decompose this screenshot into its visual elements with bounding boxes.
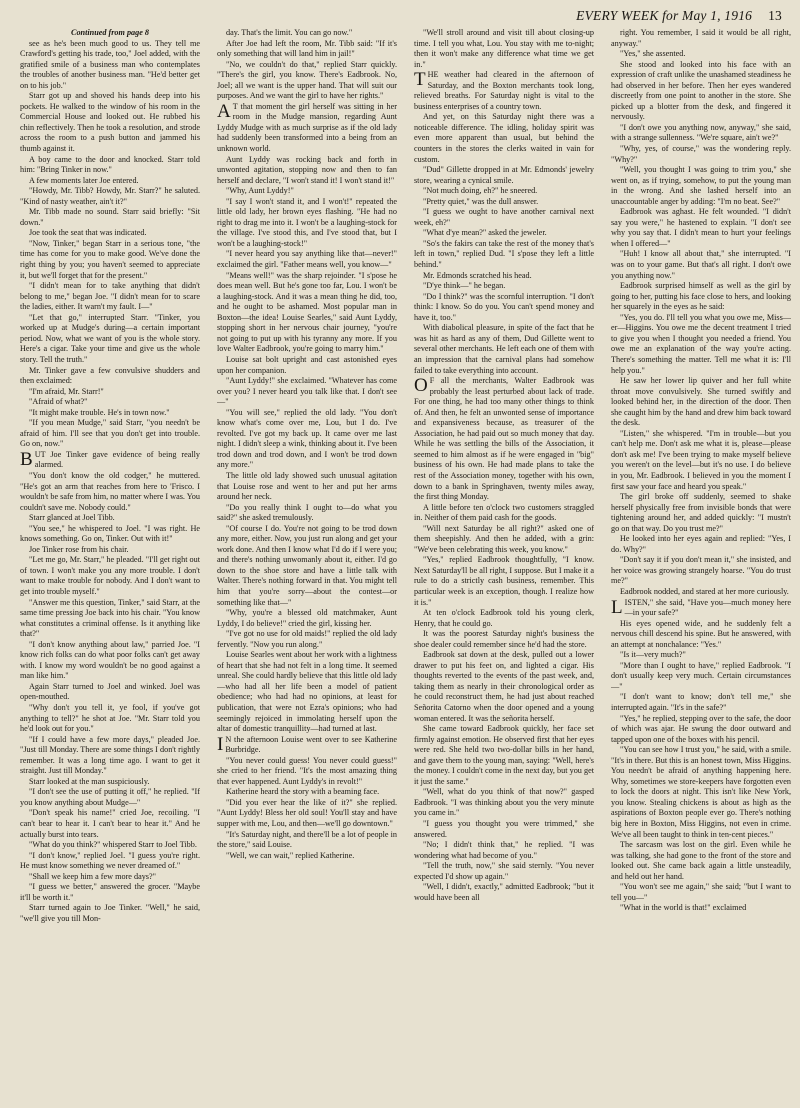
paragraph: right. You remember, I said it would be all right, anyway." xyxy=(611,28,791,48)
paragraph: "Why don't you tell it, ye fool, if you've got anything to tell?" he shot at Joe. "Mr. Starr told you he'd look out for you." xyxy=(20,703,200,734)
paragraph: "Do I think?" was the scornful interruption. "I don't think: I know. So do you. You can't spend money and have it, too." xyxy=(414,291,594,322)
paragraph: Joe took the seat that was indicated. xyxy=(29,228,147,238)
paragraph: "Let me go, Mr. Starr," he pleaded. "I'll get right out of town. I won't make you any more trouble. I don't want to make trouble for nobody. And I don't want to get into trouble myself." xyxy=(20,555,200,596)
page-header xyxy=(576,8,782,24)
paragraph: Louise Searles went about her work with a lightness of heart that she had not felt in a long time. It seemed unreal. She could hardly believe that this little old lady—who had all her life been a model of patient obedience; who had had no opinions, at least for publication, that were not Ezra's opinions; who had seemingly rejoiced in immolating herself upon the altar of domestic tranquillity—had turned at last. xyxy=(217,650,397,734)
paragraph: "I didn't mean for to take anything that didn't belong to me," began Joe. "I didn't mean for to scare the ladies, either. It warn't my fault. I—" xyxy=(20,281,200,312)
paragraph: "We'll stroll around and visit till about closing-up time. I tell you what, Lou. You stay with me to-night; then it won't make any difference what time we get in." xyxy=(414,28,594,69)
drop-paragraph-text: N the afternoon Louise went over to see Katherine Burbridge. xyxy=(225,734,397,755)
paragraph: "I don't see the use of putting it off," he replied. "If you know anything about Mudge—" xyxy=(20,787,200,807)
paragraph: Mr. Edmonds scratched his head. xyxy=(423,270,532,280)
paragraph: "Don't say it if you don't mean it," she insisted, and her voice was growing strangely hoarse. "You do trust me?" xyxy=(611,555,791,586)
col2-block-b xyxy=(217,155,397,735)
paragraph: "Yes," she assented. xyxy=(620,49,686,59)
paragraph: The little old lady showed such unusual agitation that Louise rose and went to her and put her arms around her neck. xyxy=(217,470,397,502)
paragraph: "Answer me this question, Tinker," said Starr, at the same time pressing Joe back into his chair. "You know what constitutes a criminal offense. Is it anything like that?" xyxy=(20,597,200,639)
paragraph: "You won't see me again," she said; "but I want to tell you—" xyxy=(611,882,791,902)
paragraph: It was the poorest Saturday night's business the shoe dealer could remember since he'd had the store. xyxy=(414,629,594,649)
paragraph: Katherine heard the story with a beaming face. xyxy=(226,787,380,797)
column-2 xyxy=(217,28,397,1100)
paragraph: "Well, I didn't, exactly," admitted Eadbrook; "but it would have been all xyxy=(414,882,594,902)
col2-drop-paragraph-3 xyxy=(217,735,397,756)
paragraph: see as he's been much good to us. They tell me Crawford's getting his trade, too," Joel added, with the gratified smile of a business man who contemplates the troubles of another business man. "He'd better get on to his job." xyxy=(20,38,200,90)
paragraph: Starr turned again to Joe Tinker. "Well," he said, "we'll give you till Mon- xyxy=(20,903,200,923)
paragraph: He saw her lower lip quiver and her full white throat move convulsively. She turned swiftly and looked behind her, in the direction of the door. Then she caught him by the hand and drew him back toward the desk. xyxy=(611,376,791,428)
col4-block-a xyxy=(611,28,791,598)
paragraph: Eadbrook sat down at the desk, pulled out a lower drawer to put his feet on, and lighted a cigar. His thoughts reverted to the events of the past week, and, taking them as nearly in their chronological order as he could reconstruct them, he had just about reached Señorita Catorno when the door opened and a young woman entered. It was the señorita herself. xyxy=(414,650,594,723)
paragraph: "Listen," she whispered. "I'm in trouble—but you can't help me. Don't ask me what it is, please—please don't ask me! I've been trying to make myself believe you weren't on the level—but it's no use. I do believe in you, Mr. Eadbrook. I believed in you the moment I first saw your face and heard you speak." xyxy=(611,428,791,491)
paragraph: He looked into her eyes again and replied: "Yes, I do. Why?" xyxy=(611,534,791,554)
paragraph: "I'm afraid, Mr. Starr!" xyxy=(29,386,104,396)
paragraph: "I guess we better," answered the grocer. "Maybe it'll be worth it." xyxy=(20,882,200,902)
paragraph: "Why, yes, of course," was the wondering reply. "Why?" xyxy=(611,144,791,164)
paragraph: "Did you ever hear the like of it?" she replied. "Aunt Lyddy! Bless her old soul! You'll stay and have supper with me, Lou, and then—we'll go downtown." xyxy=(217,797,397,829)
paragraph: Joe Tinker rose from his chair. xyxy=(29,544,129,554)
paragraph: "I say I won't stand it, and I won't!" repeated the little old lady, her brown eyes flashing. "He had no right to drag me into it. I won't be a laughing-stock for the village. I've stood this, and I've stood that, but I won't be a laughing-stock!" xyxy=(217,196,397,248)
drop-cap: B xyxy=(20,448,33,470)
paragraph: "I never heard you say anything like that—never!" exclaimed the girl. "Father means well, you know—" xyxy=(217,249,397,270)
drop-cap: A xyxy=(217,100,231,122)
paragraph: "Shall we keep him a few more days?" xyxy=(29,871,156,881)
paragraph: After Joe had left the room, Mr. Tibb said: "If it's only something that will land him in jail!" xyxy=(217,38,397,59)
paragraph: Starr got up and shoved his hands deep into his pockets. He walked to the window of his room in the Commercial House and looked out. He rubbed his chin reflectively. Then he took a resolution, and strode across the room to a push button and jammed his thumb against it. xyxy=(20,91,200,154)
paragraph: "Well, you thought I was going to trim you," she went on, as if trying, somehow, to put the young man in the wrong. And she lashed herself into an unaccountable anger by adding: "I'm no beat. See?" xyxy=(611,165,791,206)
paragraph: She stood and looked into his face with an expression of craft unlike the unashamed steadiness he had observed in her before. Then her eyes wandered discreetly from one point to another in the store. She picked up a blotter from the desk, and fingered it nervously. xyxy=(611,59,791,122)
paragraph: With diabolical pleasure, in spite of the fact that he was hit as hard as any of them, Dud Gillette went to several other merchants. He left each one of them with an impression that the carnival plans had somehow failed to take everything into account. xyxy=(414,323,594,375)
col4-drop-paragraph xyxy=(611,598,791,619)
paragraph: "I've got no use for old maids!" replied the old lady fervently. "Now you run along." xyxy=(217,629,397,649)
paragraph: "If you mean Mudge," said Starr, "you needn't be afraid of him. I'll see that you don't get into trouble. Go on, now." xyxy=(20,418,200,449)
paragraph: "D'ye think—" he began. xyxy=(423,281,506,291)
paragraph: "Howdy, Mr. Tibb? Howdy, Mr. Starr?" he saluted. "Kind of nasty weather, ain't it?" xyxy=(20,186,200,206)
col3-block-b xyxy=(414,112,594,376)
paragraph: "Not much doing, eh?" he sneered. xyxy=(423,186,538,196)
paragraph: "Is it—very much?" xyxy=(620,650,686,660)
drop-cap: I xyxy=(217,733,224,755)
paragraph: Eadbrook surprised himself as well as the girl by going to her, putting his face close to hers, and looking her squarely in the eyes as he said: xyxy=(611,281,791,312)
paragraph: "I guess you thought you were trimmed," she answered. xyxy=(414,819,594,839)
paragraph: "What do you think?" whispered Starr to Joel Tibb. xyxy=(29,840,197,850)
paragraph: "Will next Saturday be all right?" asked one of them sheepishly. And then he added, with a grin: "We've been celebrating this week, you know." xyxy=(414,523,594,554)
paragraph: "Do you really think I ought to—do what you said?" she asked tremulously. xyxy=(217,502,397,523)
paragraph: "What in the world is that!" exclaimed xyxy=(620,903,747,913)
col1-block-b xyxy=(20,471,200,925)
article-columns xyxy=(20,28,792,1100)
drop-paragraph-text: ISTEN," she said, "Have you—much money here—in your safe?" xyxy=(624,597,791,618)
col1-drop-paragraph xyxy=(20,450,200,471)
paragraph: "Let that go," interrupted Starr. "Tinker, you worked up at Mudge's during—a certain important period. Now, what we want of you is the whole story. Here's a cigar. Take your time and give us the whole story. Tell the truth." xyxy=(20,312,200,364)
paragraph: Eadbrook nodded, and stared at her more curiously. xyxy=(620,586,789,596)
paragraph: "You see," he whispered to Joel. "I was right. He knows something. Go on, Tinker. Out with it!" xyxy=(20,523,200,544)
paragraph: "I don't want to know; don't tell me," she interrupted again. "It's in the safe?" xyxy=(611,692,791,712)
paragraph: "Why, Aunt Lyddy!" xyxy=(226,186,294,196)
paragraph: "Yes," replied Eadbrook thoughtfully, "I know. Next Saturday'll be all right, I suppose. But I make it a rule to do a strictly cash business, remember. This particular week is an exception, though. I realize how it is." xyxy=(414,555,594,607)
paragraph: "Afraid of what?" xyxy=(29,397,88,407)
paragraph: The girl broke off suddenly, seemed to shake herself physically free from invisible bonds that were tightening around her, and added quickly: "I mustn't go on that way. Do you trust me?" xyxy=(611,492,791,533)
paragraph: Aunt Lyddy was rocking back and forth in unwonted agitation, stopping now and then to fan herself and declare, "I won't stand it! I won't stand it!" xyxy=(217,154,397,185)
paragraph: "You can see how I trust you," he said, with a smile. "It's in there. But this is an honest town, Miss Higgins. You needn't be afraid of anything happening here. Why, sometimes we store-keepers have forgotten even to lock the doors at night. This isn't like New York, you know. Stealing chickens is about as high as the aspirations of Boxton people ever go. There's nothing big here in Boxton, Miss Higgins, not even in crime. We've all been taught to think in ten-cent pieces." xyxy=(611,745,791,839)
paragraph: "No, we couldn't do that," replied Starr quickly. "There's the girl, you know. There's Eadbrook. No, Joel; all we want is the upper hand. That will suit our purposes. And we want the girl to have her rights." xyxy=(217,59,397,101)
paragraph: His eyes opened wide, and he suddenly felt a nervous chill descend his spine. But he answered, with an attempt at nonchalance: "Yes." xyxy=(611,618,791,649)
col3-drop-paragraph xyxy=(414,70,594,112)
paragraph: Starr looked at the man suspiciously. xyxy=(29,776,150,786)
paragraph: "If I could have a few more days," pleaded Joe. "Just till Monday. There are some things I don't rightly remember. It was a long time ago. I want to get it straight. Just till Monday." xyxy=(20,734,200,776)
paragraph: A little before ten o'clock two customers straggled in. Neither of them paid cash for the goods. xyxy=(414,502,594,523)
magazine-title: EVERY WEEK for May 1, 1916 xyxy=(576,8,753,23)
drop-paragraph-text: HE weather had cleared in the afternoon of Saturday, and the Boxton merchants took long, relieved breaths. For Saturday night is vital to the business enterprises of a country town. xyxy=(414,70,594,111)
paragraph: "I don't know anything about law," parried Joe. "I know rich folks can do what poor folks can't get away with. I know my word wouldn't be no good against a man like him." xyxy=(20,639,200,681)
col2-drop-paragraph xyxy=(217,102,397,155)
paragraph: "Of course I do. You're not going to be trod down any more, either. Now, you just run along and get your work done. And then I know what I'd do if I were you; and there's nothing unwomanly about it, either. I'd go down to the shoe store and have a little talk with Walter. There's nothing forward in that. You might tell him that you're sorry—about the contest—or something like that—" xyxy=(217,523,397,607)
drop-cap: L xyxy=(611,596,623,618)
paragraph: A few moments later Joe entered. xyxy=(29,175,139,185)
paragraph: Louise sat bolt upright and cast astonished eyes upon her companion. xyxy=(217,354,397,375)
col3-block-c xyxy=(414,503,594,904)
drop-paragraph-text: F all the merchants, Walter Eadbrook was probably the least perturbed about lack of trade. For one thing, he had too many other things to think of. And then, he felt an unwonted sense of importance and expansiveness because, as treasurer of the Association, he had paid out so much money that day. While he was settling the bills of the Association, it seemed to him almost as if he were engaged in "big" business of his own. He had made plans to take the rest of the Association money, together with his own, down to a bank in Springhaven, twenty miles away, the first thing Monday. xyxy=(414,376,594,502)
paragraph: "Well, what do you think of that now?" gasped Eadbrook. "I was thinking about you the very minute you came in." xyxy=(414,787,594,818)
paragraph: "Now, Tinker," began Starr in a serious tone, "the time has come for you to make good. We've done the right thing by you; you haven't seemed to appreciate it, but we'll forget that for the present." xyxy=(20,238,200,280)
paragraph: "Tell the truth, now," she said sternly. "You never expected I'd show up again." xyxy=(414,861,594,881)
col1-block-a xyxy=(20,39,200,450)
paragraph: "Yes," he replied, stepping over to the safe, the door of which was ajar. He swung the door outward and tapped upon one of the boxes with his pencil. xyxy=(611,713,791,744)
paragraph: "Huh! I know all about that," she interrupted. "I was on to your game. But that's all right. I don't owe you anything now." xyxy=(611,249,791,280)
paragraph: "You never could guess! You never could guess!" she cried to her friend. "It's the most amazing thing that ever happened. Aunt Lyddy's in revolt!" xyxy=(217,755,397,786)
paragraph: "You will see," replied the old lady. "You don't know what's come over me, Lou, but I do. I've revolted. I've got my back up. It came over me last night. I didn't sleep a wink, thinking about it. I've been trod down and trod down, and I won't be trod down any more." xyxy=(217,407,397,470)
drop-cap: T xyxy=(414,69,426,91)
paragraph: "Don't speak his name!" cried Joe, recoiling. "I can't bear to hear it. I can't bear to hear it." And he actually burst into tears. xyxy=(20,808,200,839)
drop-paragraph-text: UT Joe Tinker gave evidence of being really alarmed. xyxy=(34,449,200,470)
paragraph: "I don't owe you anything now, anyway," she said, with a strange sullenness. "We're square, ain't we?" xyxy=(611,122,791,143)
paragraph: At ten o'clock Eadbrook told his young clerk, Henry, that he could go. xyxy=(414,608,594,628)
paragraph: "No; I didn't think that," he replied. "I was wondering what had become of you." xyxy=(414,840,594,860)
paragraph: "It's Saturday night, and there'll be a lot of people in the store," said Louise. xyxy=(217,829,397,850)
paragraph: A boy came to the door and knocked. Starr told him: "Bring Tinker in now." xyxy=(20,154,200,175)
col3-drop-paragraph-3 xyxy=(414,376,594,503)
paragraph: "What d'ye mean?" asked the jeweler. xyxy=(423,228,547,238)
paragraph: Eadbrook was aghast. He felt wounded. "I didn't say you were," he hastened to explain. "I don't see why you say that. I didn't mean to hurt your feelings when I offered—" xyxy=(611,207,791,248)
paragraph: day. That's the limit. You can go now." xyxy=(226,28,353,37)
paragraph: And yet, on this Saturday night there was a noticeable difference. The idling, holiday spirit was even more apparent than usual, but behind the counters in the stores the clerks waited in vain for custom. xyxy=(414,112,594,164)
paragraph: The sarcasm was lost on the girl. Even while he was talking, she had gone to the front of the store and looked out. She came back again a little unsteadily, and held out her hand. xyxy=(611,840,791,881)
paragraph: "Well, we can wait," replied Katherine. xyxy=(226,850,355,860)
paragraph: "More than I ought to have," replied Eadbrook. "I don't usually keep very much. Certain circumstances—" xyxy=(611,660,791,691)
drop-cap: O xyxy=(414,375,428,397)
paragraph: "So's the fakirs can take the rest of the money that's left in town," replied Dud. "I s'pose they left a little behind." xyxy=(414,238,594,270)
column-1 xyxy=(20,28,200,1100)
drop-paragraph-text: T that moment the girl herself was sitting in her room in the Mudge mansion, regarding Aunt Lyddy Mudge with as much surprise as if the old lady had suddenly been transformed into a being from an unknown world. xyxy=(217,101,397,154)
paragraph: She came toward Eadbrook quickly, her face set firmly against emotion. He observed first that her eyes were red. She held two two-dollar bills in her hand, and gave them to the young man, saying: "Well, here's the money. I couldn't come in the next day, but you get it just the same." xyxy=(414,724,594,786)
paragraph: Again Starr turned to Joel and winked. Joel was open-mouthed. xyxy=(20,681,200,702)
page-number: 13 xyxy=(768,8,782,23)
col2-block-a xyxy=(217,28,397,102)
paragraph: "Yes, you do. I'll tell you what you owe me, Miss—er—Higgins. You owe me the decent treatment I tried to give you when I thought you needed a friend. You owe me an explanation of the way you're acting. There's something the matter. Tell me what it is: I'll help you." xyxy=(611,312,791,375)
paragraph: "Pretty quiet," was the dull answer. xyxy=(423,196,539,206)
paragraph: Mr. Tinker gave a few convulsive shudders and then exclaimed: xyxy=(20,365,200,386)
paragraph: "Means well!" was the sharp rejoinder. "I s'pose he does mean well. But he's gone too far, Lou. I won't be a laughing-stock. And it was a mean thing he did, too, and he ought to be ashamed. Most popular man in Boxton—the idea! Louise Searles," said Aunt Lyddy, stopping short in her nervous chair journey, "you're not going to put up with his tyranny any more. If you love Walter Eadbrook, you're going to marry him." xyxy=(217,270,397,354)
paragraph: Starr glanced at Joel Tibb. xyxy=(29,513,115,523)
column-3 xyxy=(414,28,594,1100)
column-4 xyxy=(611,28,791,1100)
paragraph: "It might make trouble. He's in town now." xyxy=(29,407,170,417)
continued-note: Continued from page 8 xyxy=(70,28,150,37)
col3-block-a xyxy=(414,28,594,70)
paragraph: "You don't know the old codger," he muttered. "He's got an arm that reaches from here to 'Frisco. I wouldn't be safe from him, no matter where I was. You couldn't save me. Nobody could." xyxy=(20,470,200,512)
paragraph: "Why, you're a blessed old matchmaker, Aunt Lyddy, I do believe!" cried the girl, kissing her. xyxy=(217,608,397,628)
col2-block-c xyxy=(217,756,397,861)
paragraph: Mr. Tibb made no sound. Starr said briefly: "Sit down." xyxy=(20,207,200,227)
paragraph: "I guess we ought to have another carnival next week, eh?" xyxy=(414,207,594,227)
col4-block-b xyxy=(611,619,791,914)
paragraph: "Aunt Lyddy!" she exclaimed. "Whatever has come over you? I never heard you talk like that. I don't see—" xyxy=(217,376,397,407)
paragraph: "Dud" Gillette dropped in at Mr. Edmonds' jewelry store, wearing a cynical smile. xyxy=(414,165,594,185)
paragraph: "I don't know," replied Joel. "I guess you're right. He must know something we never dreamed of." xyxy=(20,850,200,871)
